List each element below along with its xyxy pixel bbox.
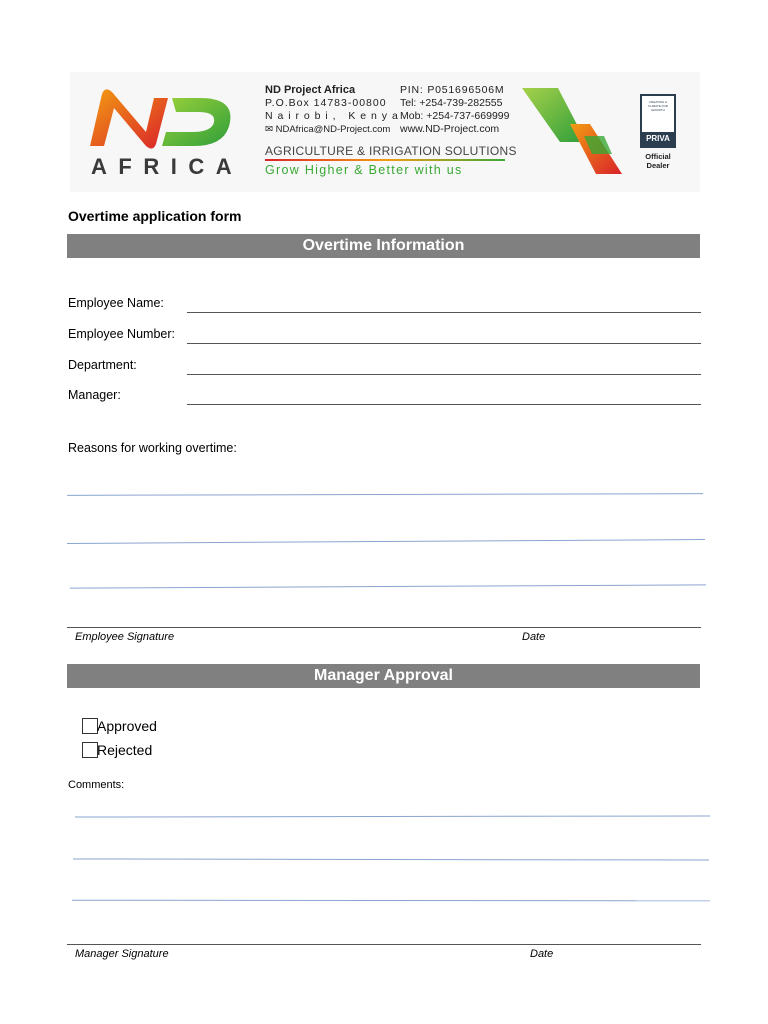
website: www.ND-Project.com [400,123,500,135]
approved-checkbox[interactable] [82,718,98,734]
comment-line-2[interactable] [73,858,709,860]
reason-line-1[interactable] [67,493,703,496]
manager-line[interactable] [187,404,701,405]
official-dealer-note: Official Dealer [645,152,671,170]
email: NDAfrica@ND-Project.com [275,124,391,135]
section-header-overtime-information: Overtime Information [67,234,700,258]
pin: PIN: P051696506M [400,84,505,96]
priva-badge [640,94,676,148]
employee-signature-label: Employee Signature [75,631,175,643]
reasons-label: Reasons for working overtime: [68,441,237,455]
telephone: Tel: +254-739-282555 [400,97,503,109]
department-label: Department: [68,358,137,372]
envelope-icon: ✉ [265,124,273,135]
department-line[interactable] [187,374,701,375]
company-contact-block [265,84,399,136]
section-header-manager-approval: Manager Approval [67,664,700,688]
logo-text: AFRICA [91,154,244,179]
comment-line-3[interactable] [72,900,710,902]
manager-signature-line[interactable] [67,944,701,945]
employee-number-label: Employee Number: [68,327,175,341]
manager-label: Manager: [68,388,121,402]
reason-line-3[interactable] [70,584,706,588]
city: N a i r o b i , K e n y a [265,110,399,122]
priva-brand: PRIVA [642,132,674,146]
nd-logo-icon [88,86,238,152]
company-name: ND Project Africa [265,84,356,96]
form-title: Overtime application form [68,208,242,224]
brand-stripes-icon [520,84,630,176]
letterhead [70,72,700,192]
comment-line-1[interactable] [75,815,710,817]
employee-name-label: Employee Name: [68,296,164,310]
priva-small-text: CREATING A CLIMATE FOR GROWTH [648,100,668,112]
mobile: Mob: +254-737-669999 [400,110,510,122]
manager-signature-label: Manager Signature [75,948,169,960]
employee-date-label: Date [522,631,546,643]
tagline-divider [265,159,505,161]
reason-line-2[interactable] [67,539,705,544]
employee-name-line[interactable] [187,312,701,313]
employee-number-line[interactable] [187,343,701,344]
slogan: Grow Higher & Better with us [265,163,463,177]
rejected-checkbox[interactable] [82,742,98,758]
approved-label: Approved [97,718,157,734]
manager-date-label: Date [530,948,554,960]
postal-address: P.O.Box 14783-00800 [265,97,387,109]
email-row [265,123,399,136]
tagline: AGRICULTURE & IRRIGATION SOLUTIONS [265,144,517,158]
employee-signature-line[interactable] [67,627,701,628]
rejected-label: Rejected [97,742,153,758]
pin-contact-block [400,84,509,136]
comments-label: Comments: [68,779,125,791]
